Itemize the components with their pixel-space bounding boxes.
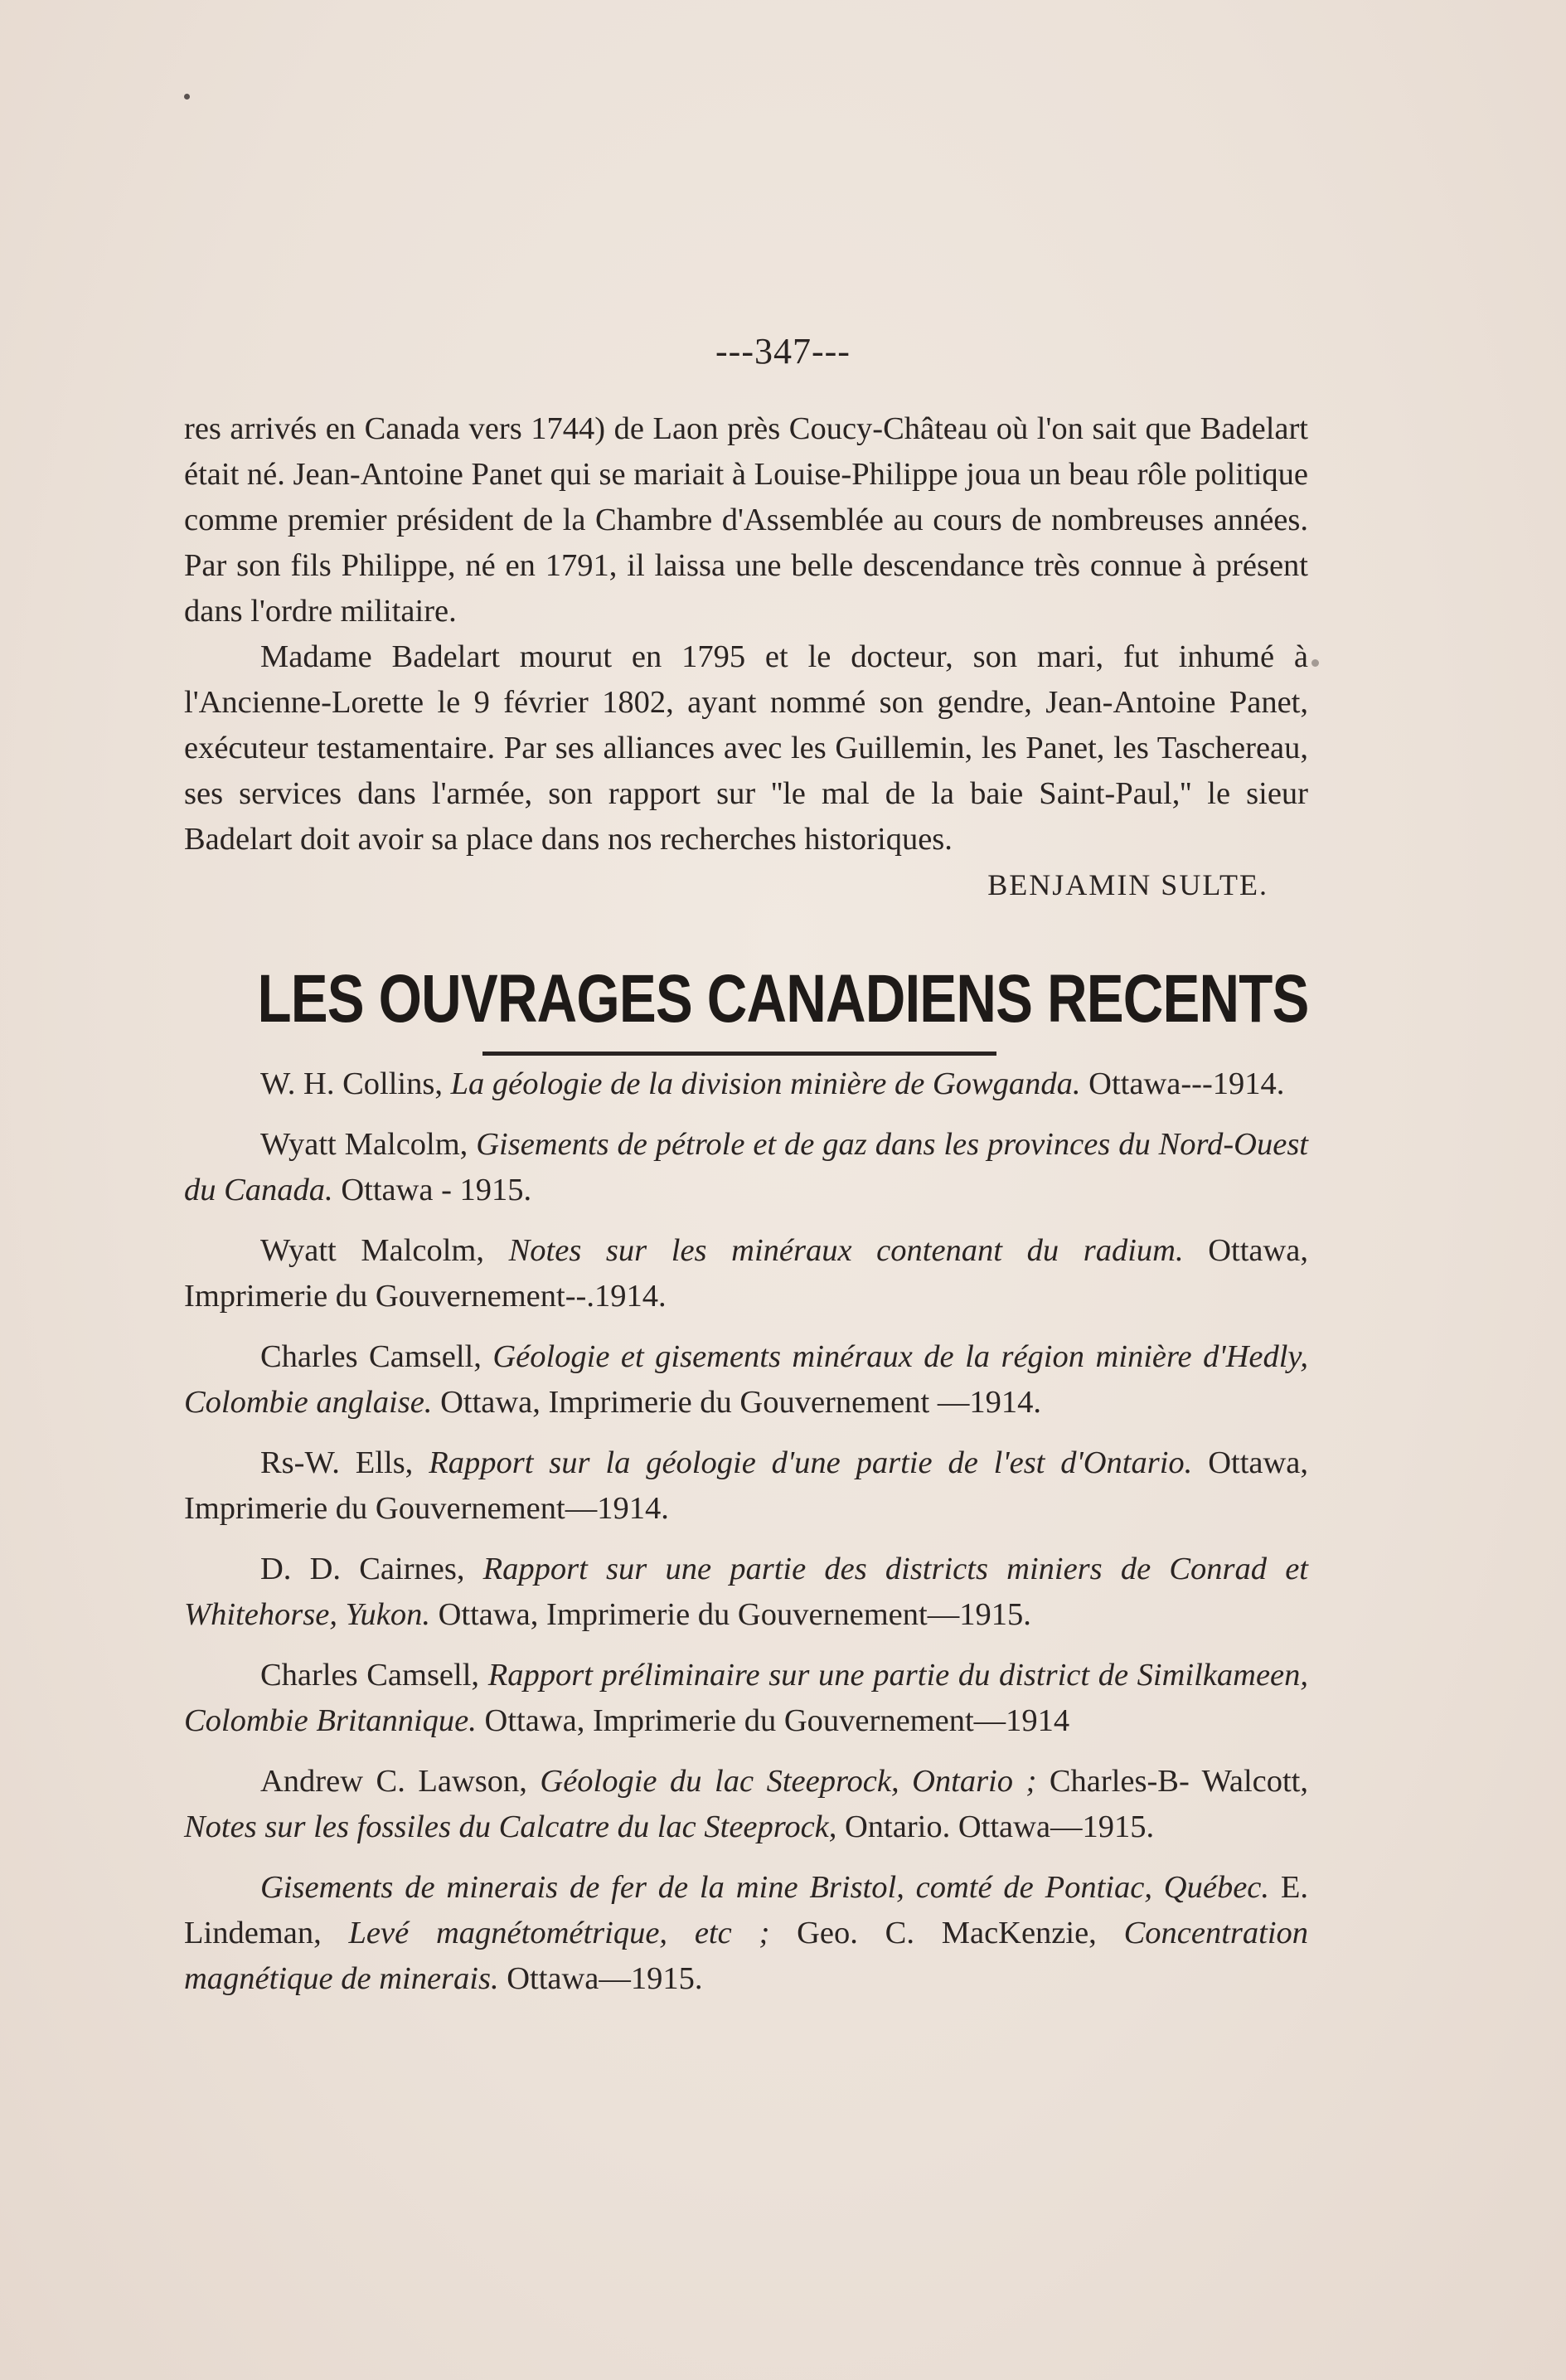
entry-author: W. H. Collins, (260, 1066, 443, 1101)
entry-title: Notes sur les minéraux contenant du radium. (508, 1233, 1184, 1268)
author-signature: BENJAMIN SULTE. (987, 868, 1268, 901)
bibliography-entry (184, 1334, 1308, 1426)
entry-publication: Ottawa - 1915. (341, 1173, 532, 1207)
entry-author: Wyatt Malcolm, (260, 1127, 468, 1162)
entry-publication: Ottawa, Imprimerie du Gouvernement —1914. (440, 1385, 1041, 1420)
entry-author: Andrew C. Lawson, (260, 1764, 527, 1799)
entry-title: La géologie de la division minière de Gowganda. (450, 1066, 1081, 1101)
section-title: LES OUVRAGES CANADIENS RECENTS (257, 961, 1309, 1037)
ink-speck (1311, 659, 1319, 667)
entry-publication: Ottawa, Imprimerie du Gouvernement—1914 (484, 1703, 1070, 1738)
entry-publication: Ottawa, Imprimerie du Gouvernement--.1914. (184, 1233, 1309, 1314)
entry-title: Rapport sur la géologie d'une partie de l'est d'Ontario. (429, 1445, 1193, 1480)
bibliography-entry (184, 1759, 1308, 1850)
entry-third-author: Geo. C. MacKenzie, (797, 1916, 1097, 1950)
entry-publication: Ottawa---1914. (1088, 1066, 1285, 1101)
page-number: ---347--- (715, 331, 851, 372)
entry-author: Charles Camsell, (260, 1658, 480, 1693)
entry-title: Rapport sur une partie des districts miniers de Conrad et Whitehorse, Yukon. (184, 1552, 1308, 1632)
bibliography-entry (184, 1440, 1308, 1532)
entry-title: Géologie du lac Steeprock, Ontario ; (540, 1764, 1037, 1799)
entry-title: Gisements de minerais de fer de la mine Bristol, comté de Pontiac, Québec. (260, 1870, 1269, 1905)
entry-title: Géologie et gisements minéraux de la région minière d'Hedly, Colombie anglaise. (184, 1339, 1308, 1420)
entry-author: D. D. Cairnes, (260, 1552, 465, 1586)
entry-title: Gisements de pétrole et de gaz dans les provinces du Nord-Ouest du Canada. (184, 1127, 1308, 1207)
entry-author: Charles Camsell, (260, 1339, 482, 1374)
paragraph: res arrivés en Canada vers 1744) de Laon près Coucy-Château où l'on sait que Badelart était né. Jean-Antoine Panet qui se mariait à Louise-Philippe joua un beau rôle politique comme premier président de la Chambre d'Assemblée au cours de nombreuses années. Par son fils Philippe, né en 1791, il laissa une belle descendance très connue à présent dans l'ordre militaire. (184, 411, 1308, 629)
entry-title: Rapport préliminaire sur une partie du district de Similkameen, Colombie Britannique. (184, 1658, 1309, 1738)
bibliography-entry (184, 1228, 1308, 1319)
entry-second-author: Charles-B- Walcott, (1049, 1764, 1308, 1799)
entry-publication: Ontario. Ottawa—1915. (845, 1809, 1155, 1844)
paragraph: Madame Badelart mourut en 1795 et le docteur, son mari, fut inhumé à l'Ancienne-Lorette le 9 février 1802, ayant nommé son gendre, Jean-Antoine Panet, exécuteur testamentaire. Par ses alliances avec les Guillemin, les Panet, les Taschereau, ses services dans l'armée, son rapport sur ''le mal de la baie Saint-Paul,'' le sieur Badelart doit avoir sa place dans nos recherches historiques. (184, 639, 1308, 857)
entry-second-author: E. Lindeman, (184, 1870, 1308, 1950)
bibliography-entry (184, 1865, 1308, 2002)
bibliography-entry (184, 1061, 1308, 1107)
ink-speck (184, 94, 190, 100)
bibliography-entry (184, 1547, 1308, 1638)
article-ending (184, 406, 1308, 908)
entry-second-title: Levé magnétométrique, etc ; (348, 1916, 770, 1950)
bibliography-entry (184, 1653, 1308, 1744)
entry-publication: Ottawa, Imprimerie du Gouvernement—1915. (438, 1597, 1031, 1632)
entry-publication: Ottawa—1915. (507, 1961, 703, 1996)
bibliography-entry (184, 1122, 1308, 1213)
entry-third-title: Concentration magnétique de minerais. (184, 1916, 1309, 1996)
entry-second-title: Notes sur les fossiles du Calcatre du lac Steeprock, (184, 1809, 837, 1844)
bibliography-list (184, 1061, 1308, 2017)
entry-publication: Ottawa, Imprimerie du Gouvernement—1914. (184, 1445, 1309, 1526)
entry-author: Rs-W. Ells, (260, 1445, 414, 1480)
title-underline (482, 1052, 996, 1056)
entry-author: Wyatt Malcolm, (260, 1233, 484, 1268)
